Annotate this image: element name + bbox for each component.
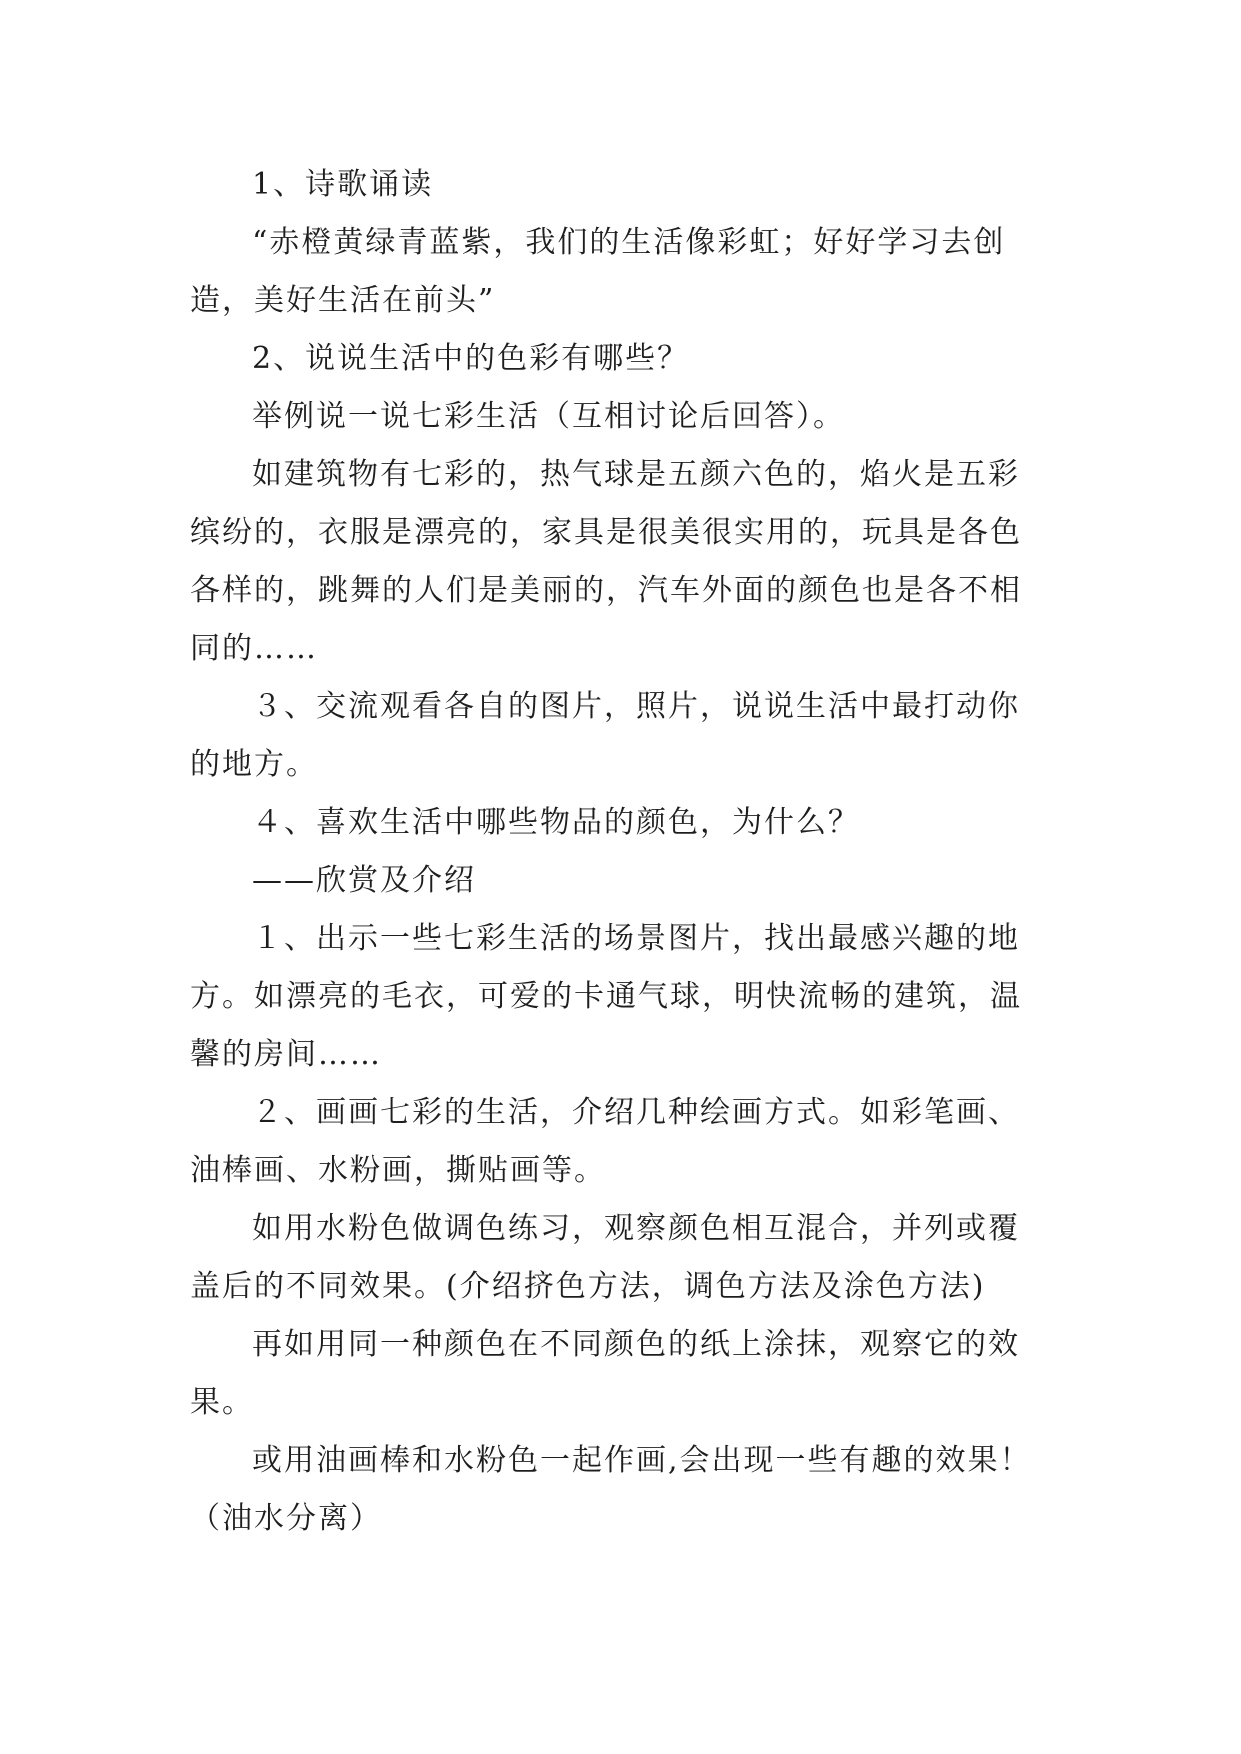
line-4: 2、说说生活中的色彩有哪些？	[252, 341, 690, 376]
line-23: 或用油画棒和水粉色一起作画,会出现一些有趣的效果！	[252, 1443, 1032, 1478]
line-22: 果。	[190, 1385, 254, 1420]
line-24: （油水分离）	[190, 1501, 382, 1536]
line-17: ２、画画七彩的生活，介绍几种绘画方式。如彩笔画、	[252, 1095, 1020, 1130]
line-21: 再如用同一种颜色在不同颜色的纸上涂抹，观察它的效	[252, 1327, 1020, 1362]
line-5: 举例说一说七彩生活（互相讨论后回答）。	[252, 399, 845, 434]
line-7: 缤纷的，衣服是漂亮的，家具是很美很实用的，玩具是各色	[190, 515, 1022, 550]
line-15: 方。如漂亮的毛衣，可爱的卡通气球，明快流畅的建筑，温	[190, 979, 1022, 1014]
line-10: ３、交流观看各自的图片，照片，说说生活中最打动你	[252, 689, 1020, 724]
line-9: 同的……	[190, 631, 318, 666]
line-2: “赤橙黄绿青蓝紫，我们的生活像彩虹；好好学习去创	[252, 225, 1006, 260]
line-19: 如用水粉色做调色练习，观察颜色相互混合，并列或覆	[252, 1211, 1020, 1246]
line-13: ——欣赏及介绍	[252, 863, 476, 898]
line-6: 如建筑物有七彩的，热气球是五颜六色的，焰火是五彩	[252, 457, 1020, 492]
line-16: 馨的房间……	[190, 1037, 382, 1072]
line-3: 造，美好生活在前头”	[190, 283, 496, 318]
line-8: 各样的，跳舞的人们是美丽的，汽车外面的颜色也是各不相	[190, 573, 1022, 608]
line-18: 油棒画、水粉画，撕贴画等。	[190, 1153, 606, 1188]
line-14: １、出示一些七彩生活的场景图片，找出最感兴趣的地	[252, 921, 1020, 956]
line-1: 1、诗歌诵读	[252, 167, 434, 202]
line-12: ４、喜欢生活中哪些物品的颜色，为什么？	[252, 805, 860, 840]
line-11: 的地方。	[190, 747, 318, 782]
line-20: 盖后的不同效果。(介绍挤色方法，调色方法及涂色方法)	[190, 1269, 986, 1304]
